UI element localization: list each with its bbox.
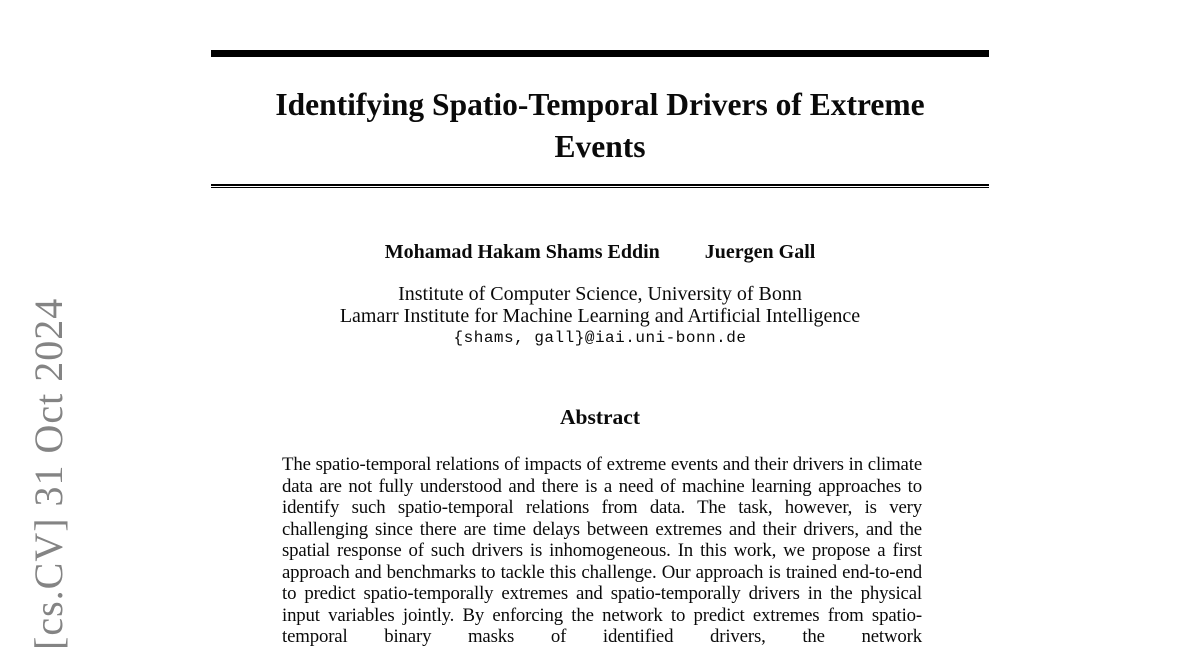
author-name-1: Mohamad Hakam Shams Eddin [384,241,660,263]
abstract-heading: Abstract [559,405,640,429]
title-rule-top [211,50,989,57]
paper-title-line1: Identifying Spatio-Temporal Drivers of Extreme [275,87,925,122]
paper-title [211,84,989,168]
paper-content-column [211,0,989,648]
paper-title-line2: Events [554,129,646,164]
author-email: {shams, gall}@iai.uni-bonn.de [453,329,747,347]
author-name-2: Juergen Gall [704,241,816,263]
title-rule-bottom [211,184,989,188]
author-line [211,240,989,264]
affiliation-block [211,283,989,349]
abstract-text: The spatio-temporal relations of impacts of extreme events and their drivers in climate data are not fully understood and there is a need of machine learning approaches to identify such spatio-temporal relations from data. The task, however, is very challenging since there are time delays between extremes and their drivers, and the spatial response of such drivers is inhomogeneous. In this work, we propose a first approach and benchmarks to tackle this challenge. Our approach is trained end-to-end to predict spatio-temporally extremes and spatio-temporally drivers in the physical input variables jointly. By enforcing the network to predict extremes from spatio-temporal binary masks of identified drivers, the network [282,454,922,647]
affiliation-line-2: Lamarr Institute for Machine Learning and Artificial Intelligence [339,305,861,327]
arxiv-stamp: [cs.CV] 31 Oct 2024 [26,297,71,650]
affiliation-line-1: Institute of Computer Science, University of Bonn [398,283,802,305]
